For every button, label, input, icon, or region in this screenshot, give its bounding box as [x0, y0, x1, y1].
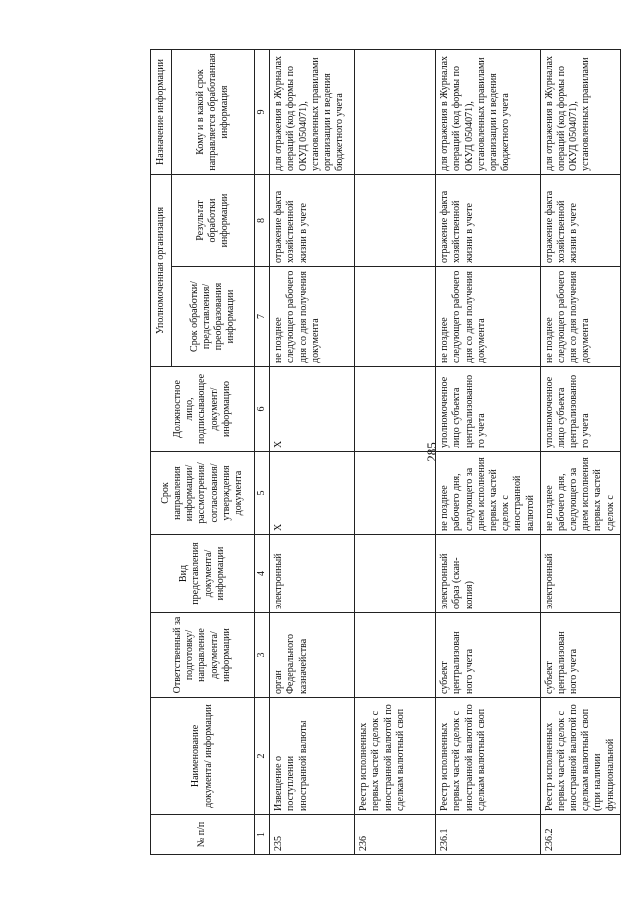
header-authorized-org: Уполномоченная организация [151, 174, 172, 366]
table-row [436, 49, 541, 854]
column-number: 6 [255, 367, 270, 452]
column-number: 9 [255, 49, 270, 174]
header-deadline: Срок направления информации/ рассмотрения/ согласования/ утверждения документа [151, 452, 255, 535]
row-processing-result: отражение факта хозяйственной жизни в учете [436, 174, 541, 266]
header-purpose: Назначение информации [151, 49, 172, 174]
row-responsible: субъект централизован ного учета [436, 613, 541, 698]
row-empty [355, 174, 436, 266]
row-empty [355, 452, 436, 535]
row-form: электронный образ (скан-копия) [436, 535, 541, 613]
table-row [270, 49, 355, 854]
row-responsible: орган Федерального казначейства [270, 613, 355, 698]
column-number: 2 [255, 698, 270, 815]
header-num: № п/п [151, 815, 255, 855]
row-form: электронный [270, 535, 355, 613]
row-empty [355, 535, 436, 613]
column-number: 7 [255, 267, 270, 367]
header-recipient: Кому и в какой срок направляется обработанная информация [172, 49, 255, 174]
header-responsible: Ответственный за подготовку/ направление документа/ информации [151, 613, 255, 698]
row-processing-term: не позднее следующего рабочего дня со дня получения документа [436, 267, 541, 367]
row-doc-name: Реестр исполненных первых частей сделок с иностранной валютой по сделкам валютный своп [436, 698, 541, 815]
header-form: Вид представления документа/ информации [151, 535, 255, 613]
row-processing-term: не позднее следующего рабочего дня со дня получения документа [540, 267, 620, 367]
row-processing-term: не позднее следующего рабочего дня со дня получения документа [270, 267, 355, 367]
column-number: 3 [255, 613, 270, 698]
row-num: 236.2 [540, 815, 620, 855]
row-form: электронный [540, 535, 620, 613]
row-empty [355, 267, 436, 367]
row-deadline: Х [270, 452, 355, 535]
row-deadline: не позднее рабочего дня, следующего за днем исполнения первых частей сделок с [540, 452, 620, 535]
row-recipient: для отражения в Журналах операций (код формы по ОКУД 0504071), установленных правилами организации и ведения бюджетного учета [436, 49, 541, 174]
row-doc-name: Реестр исполненных первых частей сделок с иностранной валютой по сделкам валютный своп [355, 698, 436, 815]
row-recipient: для отражения в Журналах операций (код формы по ОКУД 0504071), установленных правилами организации и ведения бюджетного учета [270, 49, 355, 174]
column-number: 1 [255, 815, 270, 855]
row-deadline: не позднее рабочего дня, следующего за днем исполнения первых частей сделок с иностранной валютой [436, 452, 541, 535]
row-doc-name: Реестр исполненных первых частей сделок с иностранной валютой по сделкам валютный своп (при наличии функциональной [540, 698, 620, 815]
header-processing-term: Срок обработки/ представления/ преобразования информации [172, 267, 255, 367]
column-number: 8 [255, 174, 270, 266]
header-doc-name: Наименование документа/ информации [151, 698, 255, 815]
row-processing-result: отражение факта хозяйственной жизни в учете [540, 174, 620, 266]
table-row [355, 49, 436, 854]
page-number: 285 [424, 442, 439, 462]
row-responsible: субъект централизован ного учета [540, 613, 620, 698]
table-row [540, 49, 620, 854]
row-empty [355, 367, 436, 452]
row-num: 235 [270, 815, 355, 855]
row-signer: уполномоченное лицо субъекта централизованно го учета [540, 367, 620, 452]
row-empty [355, 613, 436, 698]
header-processing-result: Результат обработки информации [172, 174, 255, 266]
row-processing-result: отражение факта хозяйственной жизни в учете [270, 174, 355, 266]
row-empty [355, 49, 436, 174]
row-recipient: для отражения в Журналах операций (код формы по ОКУД 0504071), установленных правилами [540, 49, 620, 174]
row-num: 236.1 [436, 815, 541, 855]
column-number: 5 [255, 452, 270, 535]
row-num: 236 [355, 815, 436, 855]
column-numbers-row [255, 49, 270, 854]
row-doc-name: Извещение о поступлении иностранной валюты [270, 698, 355, 815]
header-signer: Должностное лицо, подписывающее документ/ информацию [151, 367, 255, 452]
row-signer: Х [270, 367, 355, 452]
column-number: 4 [255, 535, 270, 613]
row-signer: уполномоченное лицо субъекта централизованно го учета [436, 367, 541, 452]
header-row-group [151, 49, 172, 854]
document-table-rotated [150, 50, 616, 855]
document-table [150, 49, 621, 855]
